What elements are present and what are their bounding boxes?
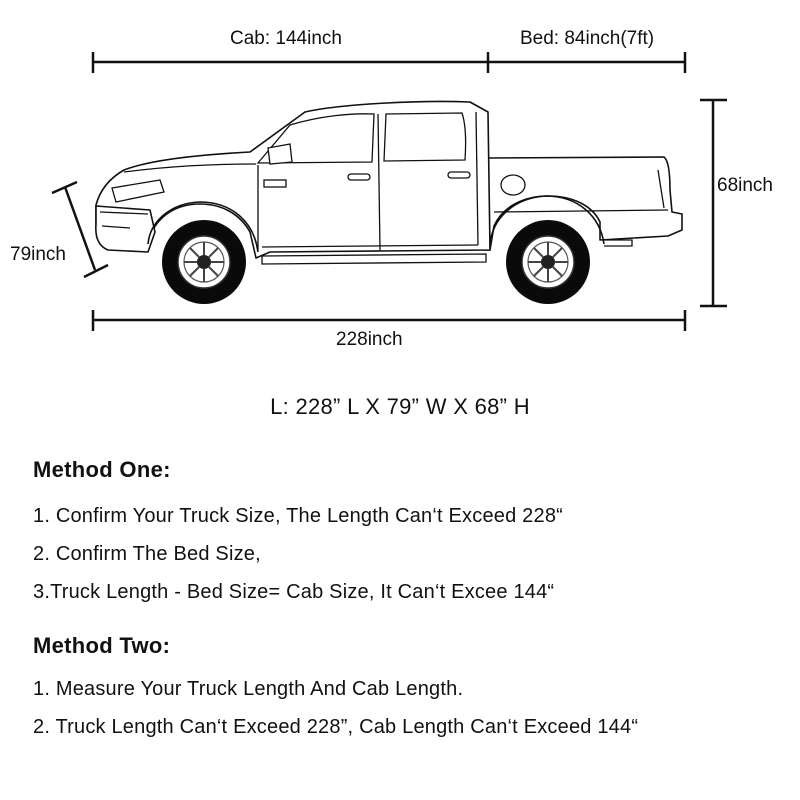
rear-wheel	[506, 220, 590, 304]
method-one-step-3: 3.Truck Length - Bed Size= Cab Size, It Can‘t Excee 144“	[33, 581, 555, 603]
cab-dimension-line	[93, 52, 488, 73]
dimension-summary: L: 228” L X 79” W X 68” H	[270, 394, 530, 419]
method-two-step-1: 1. Measure Your Truck Length And Cab Length.	[33, 678, 464, 700]
truck-drawing	[0, 0, 800, 370]
method-one-title: Method One:	[33, 457, 171, 482]
bed-length-label: Bed: 84inch(7ft)	[520, 28, 655, 49]
truck-dimension-diagram	[0, 0, 800, 370]
overall-length-label: 228inch	[336, 329, 403, 350]
method-one-step-2: 2. Confirm The Bed Size,	[33, 543, 261, 565]
height-dimension-line	[700, 100, 727, 306]
bed-dimension-line	[488, 52, 685, 73]
width-label: 79inch	[10, 244, 66, 265]
front-wheel	[162, 220, 246, 304]
length-dimension-line	[93, 310, 685, 331]
method-two-title: Method Two:	[33, 633, 171, 658]
cab-length-label: Cab: 144inch	[230, 28, 342, 49]
method-two-step-2: 2. Truck Length Can‘t Exceed 228”, Cab Length Can‘t Exceed 144“	[33, 716, 639, 738]
height-label: 68inch	[717, 175, 773, 196]
method-one-step-1: 1. Confirm Your Truck Size, The Length Can‘t Exceed 228“	[33, 505, 564, 527]
